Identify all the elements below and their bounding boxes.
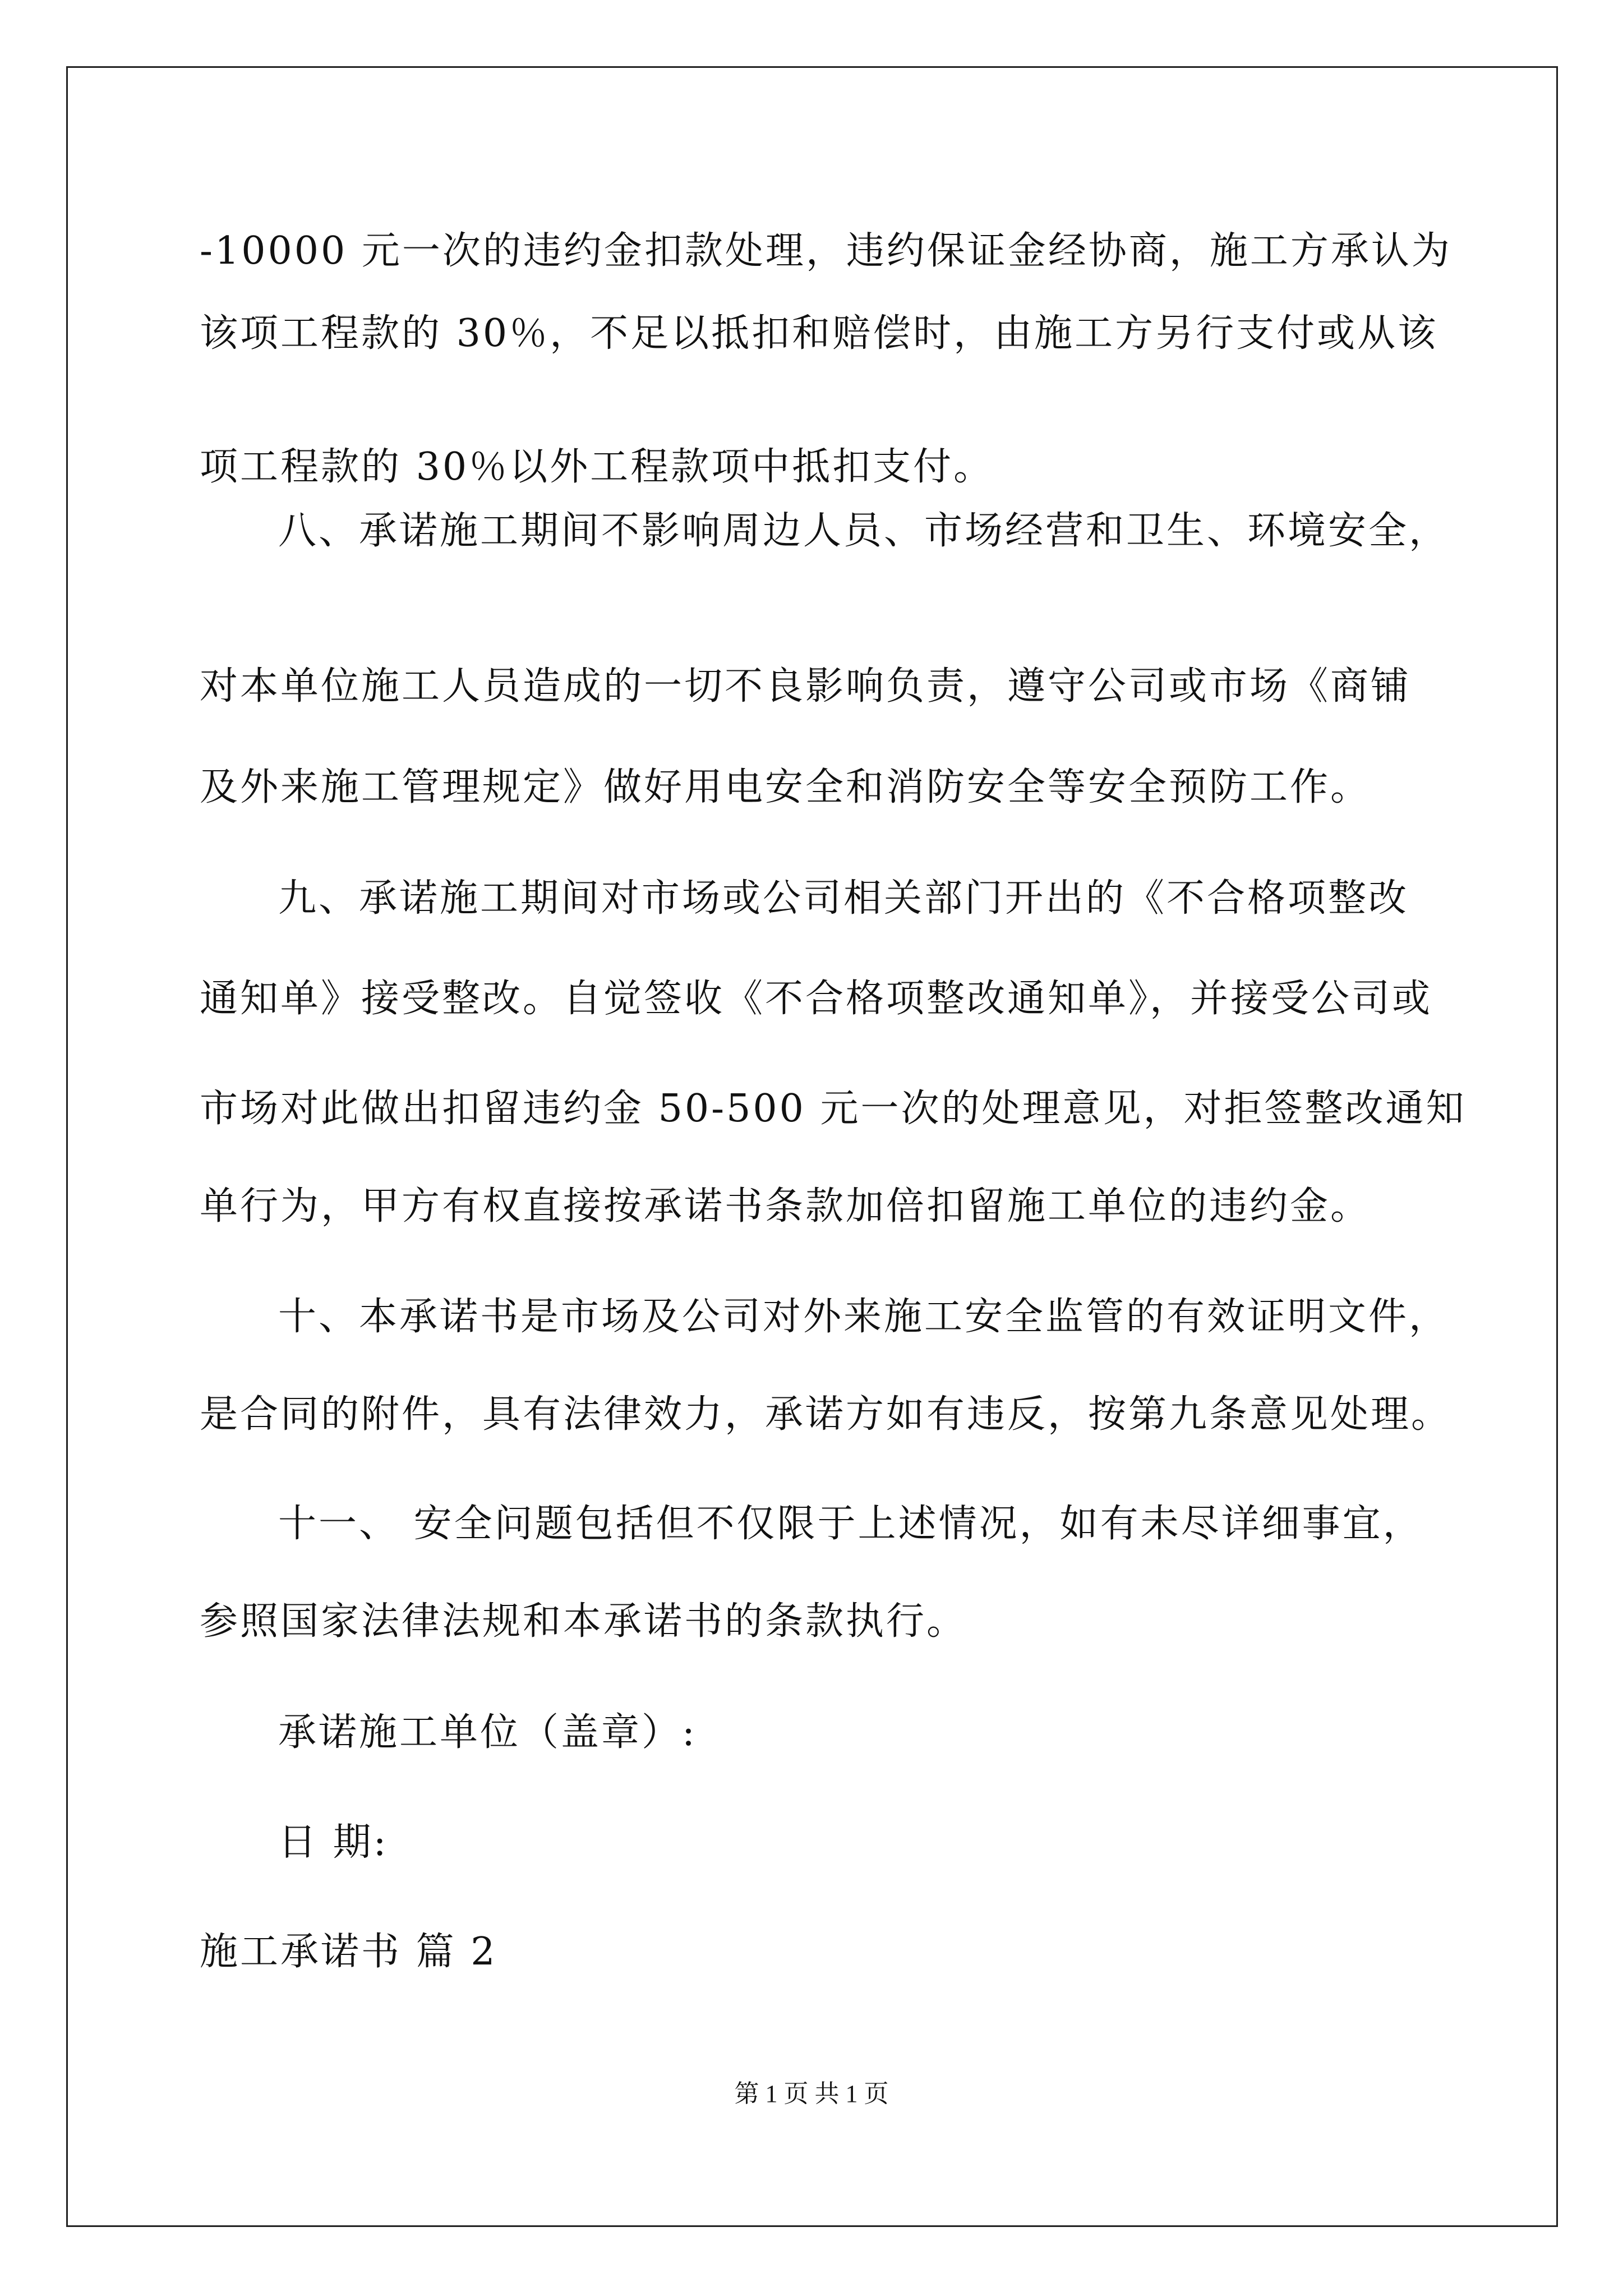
paragraph-11-line-1: 十一、 安全问题包括但不仅限于上述情况，如有未尽详细事宜， xyxy=(278,1502,1423,1546)
paragraph-7-line-2: 该项工程款的 30％，不足以抵扣和赔偿时，由施工方另行支付或从该 xyxy=(200,311,1438,356)
paragraph-8-line-1: 八、承诺施工期间不影响周边人员、市场经营和卫生、环境安全， xyxy=(278,509,1450,553)
paragraph-8-line-2: 对本单位施工人员造成的一切不良影响负责，遵守公司或市场《商铺 xyxy=(200,664,1412,708)
page-footer: 第 1 页 共 1 页 xyxy=(734,2080,889,2108)
paragraph-7-line-1: -10000 元一次的违约金扣款处理，违约保证金经协商，施工方承认为 xyxy=(200,229,1452,273)
paragraph-9-line-4: 单行为，甲方有权直接按承诺书条款加倍扣留施工单位的违约金。 xyxy=(200,1184,1371,1228)
paragraph-9-line-2: 通知单》接受整改。自觉签收《不合格项整改通知单》，并接受公司或 xyxy=(200,977,1433,1021)
page-border xyxy=(66,66,1558,2227)
paragraph-10-line-1: 十、本承诺书是市场及公司对外来施工安全监管的有效证明文件， xyxy=(278,1295,1450,1339)
section-heading: 施工承诺书 篇 2 xyxy=(200,1930,497,1974)
date-label: 日 期: xyxy=(278,1820,389,1865)
paragraph-7-line-3: 项工程款的 30％以外工程款项中抵扣支付。 xyxy=(200,445,994,489)
paragraph-8-line-3: 及外来施工管理规定》做好用电安全和消防安全等安全预防工作。 xyxy=(200,765,1371,809)
paragraph-9-line-1: 九、承诺施工期间对市场或公司相关部门开出的《不合格项整改 xyxy=(278,876,1409,921)
paragraph-11-line-2: 参照国家法律法规和本承诺书的条款执行。 xyxy=(200,1599,967,1644)
paragraph-9-line-3: 市场对此做出扣留违约金 50-500 元一次的处理意见，对拒签整改通知 xyxy=(200,1087,1467,1131)
paragraph-10-line-2: 是合同的附件，具有法律效力，承诺方如有违反，按第九条意见处理。 xyxy=(200,1392,1452,1437)
signature-unit-label: 承诺施工单位（盖章）: xyxy=(278,1710,697,1755)
